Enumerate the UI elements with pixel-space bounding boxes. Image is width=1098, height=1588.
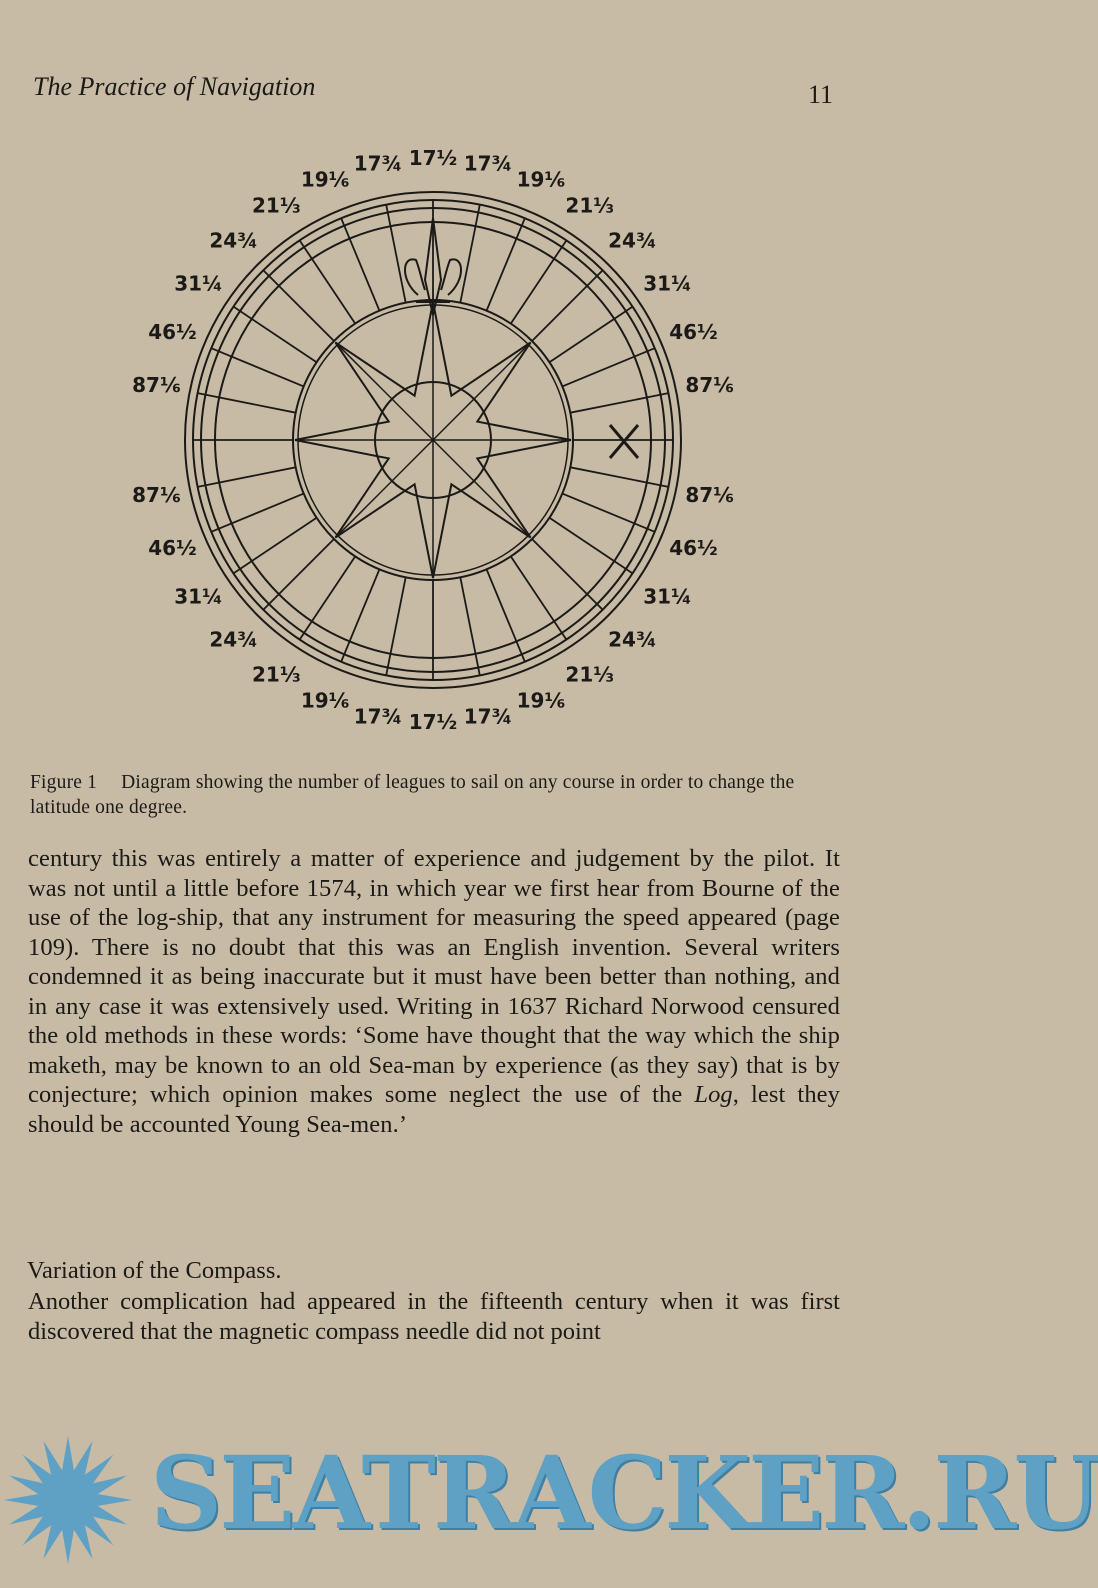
rhumb-line	[386, 205, 406, 303]
star-spoke	[335, 440, 433, 538]
compass-label-west: 21⅓	[252, 662, 301, 687]
rhumb-line	[233, 518, 316, 574]
fleur-de-lis-icon	[441, 259, 461, 295]
rhumb-line	[341, 218, 379, 310]
compass-label-east: 31¼	[643, 271, 692, 296]
compass-label-east: 19⅙	[516, 688, 566, 713]
sun-ray-icon	[62, 1436, 74, 1471]
compass-label-west: 24¾	[209, 627, 258, 652]
sun-ray-icon	[44, 1525, 63, 1559]
rhumb-line	[300, 556, 356, 639]
paragraph-1-text: century this was entirely a matter of experience and judgement by the pilot. It was not until a little before 1574, in which year we first hear from Bourne of the use of the log-ship, that any instrument for measuring the speed appeared (page 109). There is no doubt that this was an English invention. Several writers condemned it as being inaccurate but it must have been better than nothing, and in any case it was extensively used. Writing in 1637 Richard Norwood censured the old methods in these words: ‘Some have thought that the way which the ship maketh, may be known to an old Sea-man by experience (as they say) that is by conjecture; which opinion makes some neglect the use of the	[28, 845, 840, 1108]
rhumb-line	[511, 556, 567, 639]
compass-label-east: 46½	[669, 535, 718, 560]
star-spoke	[433, 342, 531, 440]
body-paragraph-2: Another complication had appeared in the fifteenth century when it was first discovered that the magnetic compass needle did not point	[28, 1288, 840, 1345]
section-heading: Variation of the Compass.	[27, 1257, 282, 1284]
sun-ray-icon	[85, 1517, 114, 1546]
compass-label-east: 46½	[669, 320, 718, 345]
fleur-de-lis-icon	[405, 259, 425, 295]
compass-label-east: 19⅙	[516, 167, 566, 192]
rhumb-line	[562, 348, 654, 386]
compass-label-west: 24¾	[209, 228, 258, 253]
compass-label-west: 31¼	[174, 584, 223, 609]
star-spoke	[335, 342, 433, 440]
rhumb-line	[263, 270, 334, 341]
rhumb-line	[198, 467, 296, 487]
rhumb-line	[386, 577, 406, 675]
sun-ray-icon	[9, 1506, 43, 1525]
compass-label-west: 17¾	[353, 151, 403, 176]
sun-ray-icon	[4, 1494, 39, 1506]
rhumb-line	[300, 240, 356, 323]
sun-ray-icon	[97, 1494, 132, 1506]
rhumb-line	[211, 494, 303, 532]
compass-label-east: 17¾	[463, 151, 513, 176]
compass-label-east: 21⅓	[565, 662, 614, 687]
compass-label-south: 17½	[408, 710, 458, 734]
compass-label-west: 17¾	[353, 704, 403, 729]
compass-label-east: 24¾	[608, 228, 657, 253]
rhumb-line	[198, 393, 296, 413]
compass-label-west: 87⅙	[132, 373, 181, 397]
compass-label-north: 17½	[408, 146, 458, 170]
compass-label-east: 87⅙	[685, 373, 734, 397]
rhumb-line	[487, 569, 525, 661]
star-spoke	[433, 440, 531, 538]
compass-label-east: 21⅓	[565, 193, 614, 218]
rhumb-line	[460, 205, 480, 303]
sun-ray-icon	[23, 1455, 52, 1484]
rhumb-line	[341, 569, 379, 661]
rhumb-line	[233, 307, 316, 363]
watermark-text: SEATRACKER.RU	[150, 1434, 1098, 1552]
rhumb-line	[511, 240, 567, 323]
figure-caption-text: Diagram showing the number of leagues to sail on any course in order to change the latitude one degree.	[30, 772, 795, 818]
rhumb-line	[549, 307, 632, 363]
rhumb-line	[549, 518, 632, 574]
rhumb-line	[460, 577, 480, 675]
compass-label-west: 31¼	[174, 271, 223, 296]
compass-rose-diagram	[120, 130, 760, 750]
rhumb-line	[487, 218, 525, 310]
paragraph-1-italic: Log	[694, 1081, 733, 1108]
compass-label-west: 46½	[148, 535, 197, 560]
running-title: The Practice of Navigation	[33, 72, 316, 101]
rhumb-line	[562, 494, 654, 532]
sun-ray-icon	[23, 1517, 52, 1546]
sun-ray-icon	[85, 1455, 114, 1484]
paragraph-1-text-end: , lest they should be accounted Young Sea-men.’	[28, 1081, 840, 1138]
page-number: 11	[808, 80, 834, 109]
sun-ray-icon	[44, 1441, 63, 1475]
sun-ray-icon	[74, 1441, 93, 1475]
compass-label-east: 87⅙	[685, 483, 734, 507]
rhumb-line	[532, 539, 603, 610]
figure-label: Figure 1	[30, 772, 98, 793]
body-paragraph-1	[28, 844, 840, 1139]
compass-label-west: 87⅙	[132, 483, 181, 507]
rhumb-line	[211, 348, 303, 386]
rhumb-line	[532, 270, 603, 341]
compass-label-east: 24¾	[608, 627, 657, 652]
compass-label-west: 19⅙	[300, 688, 350, 713]
rhumb-line	[570, 393, 668, 413]
compass-label-west: 46½	[148, 320, 197, 345]
compass-label-east: 17¾	[463, 704, 513, 729]
sun-ray-icon	[62, 1529, 74, 1564]
figure-caption	[30, 770, 842, 820]
sun-ray-icon	[74, 1525, 93, 1559]
rhumb-line	[570, 467, 668, 487]
compass-label-west: 19⅙	[300, 167, 350, 192]
rhumb-line	[263, 539, 334, 610]
sun-ray-icon	[93, 1476, 127, 1495]
sun-ray-icon	[9, 1476, 43, 1495]
sun-ray-icon	[93, 1506, 127, 1525]
compass-label-east: 31¼	[643, 584, 692, 609]
compass-label-west: 21⅓	[252, 193, 301, 218]
